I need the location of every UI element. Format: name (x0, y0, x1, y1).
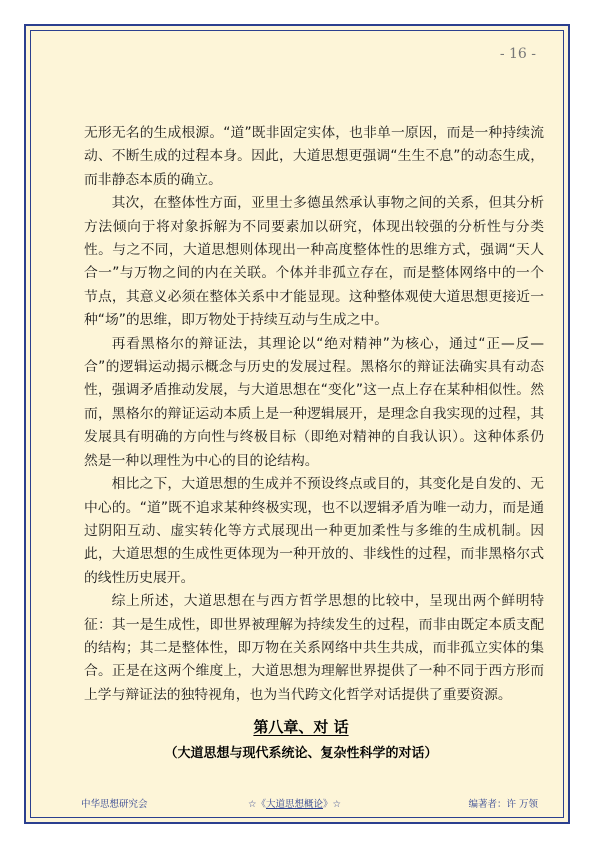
chapter-title (26, 716, 576, 737)
paragraph: 相比之下，大道思想的生成并不预设终点或目的，其变化是自发的、无中心的。“道”既不追求某种终极实现，也不以逻辑矛盾为唯一动力，而是通过阴阳互动、虚实转化等方式展现出一种更加柔性与多维的生成机制。因此，大道思想的生成性更体现为一种开放的、非线性的过程，而非黑格尔式的线性历史展开。 (84, 476, 544, 586)
body-text (84, 122, 544, 707)
footer-editor: 编著者：许 万领 (468, 799, 538, 810)
footer-book-suffix: 》☆ (323, 799, 342, 810)
paragraph: 再看黑格尔的辩证法，其理论以“绝对精神”为核心，通过“正—反—合”的逻辑运动揭示概念与历史的发展过程。黑格尔的辩证法确实具有动态性，强调矛盾推动发展，与大道思想在“变化”这一点上存在某种相似性。然而，黑格尔的辩证运动本质上是一种逻辑展开，是理念自我实现的过程，其发展具有明确的方向性与终极目标（即绝对精神的自我认识）。这种体系仍然是一种以理性为中心的目的论结构。 (84, 335, 544, 469)
paragraph-continued: 无形无名的生成根源。“道”既非固定实体，也非单一原因，而是一种持续流动、不断生成的过程本身。因此，大道思想更强调“生生不息”的动态生成，而非静态本质的确立。 (84, 125, 544, 188)
footer-book-title: 大道思想概论 (265, 799, 323, 810)
paragraph: 其次，在整体性方面，亚里士多德虽然承认事物之间的关系，但其分析方法倾向于将对象拆解为不同要素加以研究，体现出较强的分析性与分类性。与之不同，大道思想则体现出一种高度整体性的思维方式，强调“天人合一”与万物之间的内在关联。个体并非孤立存在，而是整体网络中的一个节点，其意义必须在整体关系中才能显现。这种整体观使大道思想更接近一种“场”的思维，即万物处于持续互动与生成之中。 (84, 195, 544, 329)
chapter-title-text: 第八章、对 话 (253, 718, 349, 736)
chapter-subtitle: （大道思想与现代系统论、复杂性科学的对话） (164, 746, 438, 761)
footer-book (51, 796, 538, 810)
footer-organization: 中华思想研究会 (81, 799, 148, 810)
page-frame (24, 24, 570, 824)
page-number: - 16 - (499, 46, 536, 62)
footer-book-prefix: ☆《 (247, 799, 266, 810)
paragraph: 综上所述，大道思想在与西方哲学思想的比较中，呈现出两个鲜明特征：其一是生成性，即世界被理解为持续发生的过程，而非由既定本质支配的结构；其二是整体性，即万物在关系网络中共生共成，而非孤立实体的集合。正是在这两个维度上，大道思想为理解世界提供了一种不同于西方形而上学与辩证法的独特视角，也为当代跨文化哲学对话提供了重要资源。 (84, 593, 544, 703)
